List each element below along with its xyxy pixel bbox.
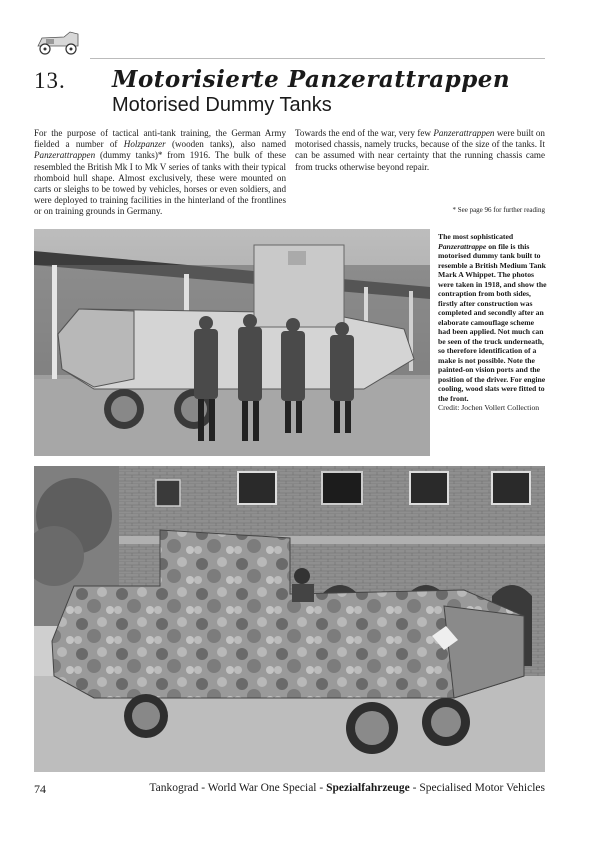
photo-credit: Credit: Jochen Vollert Collection [438,403,540,412]
chapter-title-english: Motorised Dummy Tanks [112,94,332,116]
footnote: * See page 96 for further reading [452,206,545,214]
photo-caption [438,232,547,413]
footer-text: Tankograd - World War One Special - [149,782,327,794]
caption-text: The most sophisticated [438,232,514,241]
caption-text: on file is this motorised dummy tank built to resemble a British Medium Tank Mark A Whippet. The photos were taken in 1918, and show the contraption from both sides, firstly after construction was completed and secondly after an elaborate camouflage scheme had been applied. Not much can be seen of the truck underneath, so therefore identification of a make is not possible. Note the painted-on vision ports and the position of the driver. For engine cooling, wood slats were fitted to the front. [438,241,547,403]
body-italic-term: Panzerattrappen [433,128,495,138]
chapter-number: 13. [34,68,66,93]
page-number: 74 [34,782,46,796]
running-footer [149,782,545,794]
publisher-vehicle-logo [34,28,82,56]
footer-text: - Specialised Motor Vehicles [409,782,545,794]
body-column-right [295,128,545,173]
body-text: (dummy tanks)* from 1916. The bulk of these resembled the British Mk I to Mk V series of tanks with their typical rhomboid hull shape. Almost exclusively, these were mounted on carts or sleighs to be towed by vehicles, horses or even soldiers, and were deployed to training facilities in the hinterland of the frontlines or on training grounds in Germany. [34,150,286,217]
body-text: (wooden tanks), also named [165,139,286,150]
footer-bold-term: Spezialfahrzeuge [326,782,410,794]
body-column-left [34,128,286,218]
photo-dummy-tank-camouflaged [34,466,545,772]
body-text: Towards the end of the war, very few [295,128,434,138]
chapter-title-german: Motorisierte Panzerattrappen [112,66,511,93]
body-text: For the purpose of tactical anti-tank training, the German Army fielded a number of [34,128,286,150]
body-italic-term: Panzerattrappen [34,150,96,161]
photo-dummy-tank-side [34,229,430,456]
header-rule [90,58,545,59]
caption-italic-term: Panzerattrappe [438,241,487,251]
body-text: were built on motorised chassis, namely trucks, because of the size of the tanks. It can be assumed with near certainty that the running chassis came from trucks otherwise beyond repair. [295,128,545,172]
body-italic-term: Holzpanzer [123,139,166,150]
